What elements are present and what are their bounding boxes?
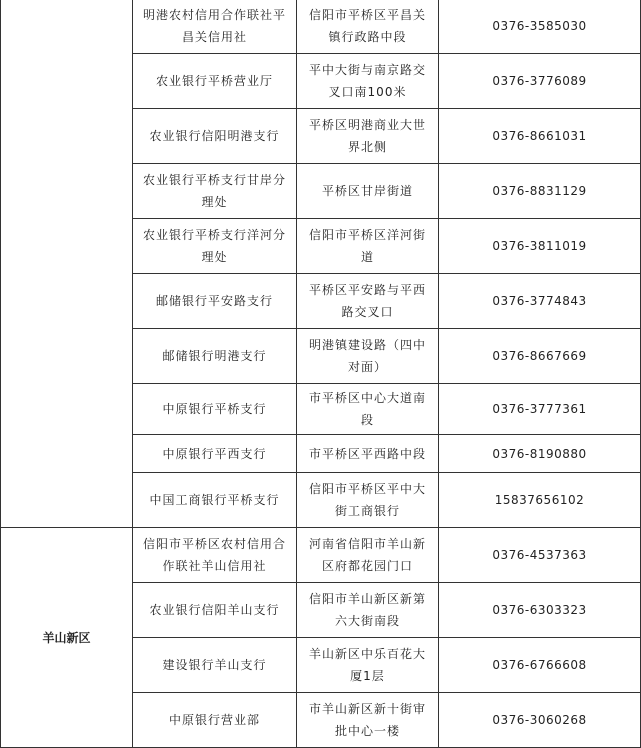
phone-cell: 0376-3776089 [439,54,641,109]
phone-cell: 0376-3060268 [439,693,641,748]
bank-name-cell: 信阳市平桥区农村信用合作联社羊山信用社 [133,528,297,583]
address-cell: 平桥区甘岸街道 [297,164,439,219]
address-cell: 信阳市平桥区平昌关镇行政路中段 [297,0,439,54]
bank-name-cell: 建设银行羊山支行 [133,638,297,693]
address-cell: 市平桥区中心大道南段 [297,384,439,435]
phone-cell: 0376-8831129 [439,164,641,219]
bank-name-cell: 中原银行营业部 [133,693,297,748]
bank-name-cell: 明港农村信用合作联社平昌关信用社 [133,0,297,54]
phone-cell: 0376-8190880 [439,435,641,473]
bank-name-cell: 农业银行信阳羊山支行 [133,583,297,638]
phone-cell: 0376-3774843 [439,274,641,329]
bank-name-cell: 农业银行信阳明港支行 [133,109,297,164]
bank-name-cell: 农业银行平桥营业厅 [133,54,297,109]
phone-cell: 0376-6303323 [439,583,641,638]
address-cell: 羊山新区中乐百花大厦1层 [297,638,439,693]
address-cell: 信阳市羊山新区新第六大街南段 [297,583,439,638]
address-cell: 河南省信阳市羊山新区府都花园门口 [297,528,439,583]
address-cell: 信阳市平桥区洋河街道 [297,219,439,274]
address-cell: 平桥区明港商业大世界北侧 [297,109,439,164]
district-cell-yangshan: 羊山新区 [1,528,133,748]
phone-cell: 0376-3585030 [439,0,641,54]
phone-cell: 0376-8667669 [439,329,641,384]
address-cell: 市平桥区平西路中段 [297,435,439,473]
address-cell: 平桥区平安路与平西路交叉口 [297,274,439,329]
phone-cell: 15837656102 [439,473,641,528]
phone-cell: 0376-6766608 [439,638,641,693]
bank-name-cell: 中国工商银行平桥支行 [133,473,297,528]
phone-cell: 0376-3777361 [439,384,641,435]
address-cell: 平中大街与南京路交叉口南100米 [297,54,439,109]
table-row [1,528,641,583]
bank-name-cell: 农业银行平桥支行甘岸分理处 [133,164,297,219]
phone-cell: 0376-4537363 [439,528,641,583]
address-cell: 信阳市平桥区平中大街工商银行 [297,473,439,528]
address-cell: 明港镇建设路（四中对面） [297,329,439,384]
bank-name-cell: 中原银行平桥支行 [133,384,297,435]
table-row [1,0,641,54]
district-cell-pingqiao [1,0,133,528]
phone-cell: 0376-8661031 [439,109,641,164]
address-cell: 市羊山新区新十街审批中心一楼 [297,693,439,748]
phone-cell: 0376-3811019 [439,219,641,274]
bank-name-cell: 中原银行平西支行 [133,435,297,473]
bank-name-cell: 邮储银行平安路支行 [133,274,297,329]
bank-name-cell: 邮储银行明港支行 [133,329,297,384]
bank-name-cell: 农业银行平桥支行洋河分理处 [133,219,297,274]
